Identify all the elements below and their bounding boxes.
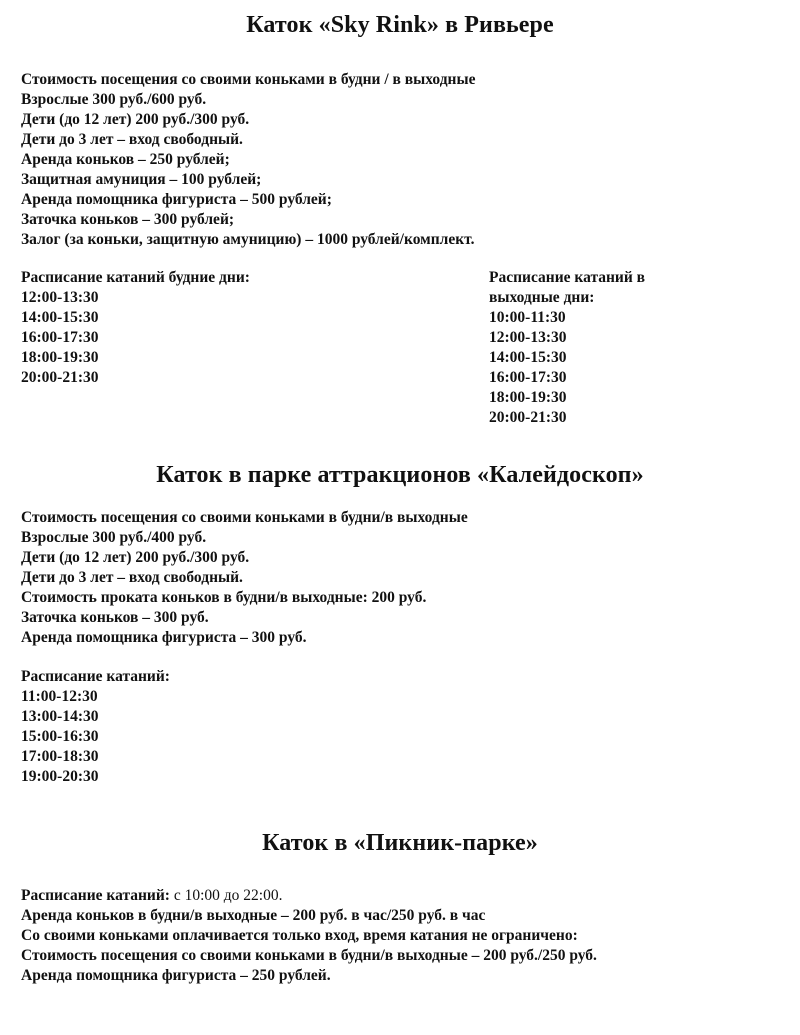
schedule-time: 13:00-14:30: [21, 708, 99, 725]
section1-prices: [21, 70, 475, 250]
price-line: Заточка коньков – 300 рублей;: [21, 211, 235, 228]
schedule-time: 11:00-12:30: [21, 688, 98, 705]
schedule-heading: выходные дни:: [489, 289, 595, 306]
price-line: Аренда коньков – 250 рублей;: [21, 151, 230, 168]
schedule-heading: Расписание катаний будние дни:: [21, 269, 250, 286]
price-line: Дети до 3 лет – вход свободный.: [21, 131, 243, 148]
section2-title: Каток в парке аттракционов «Калейдоскоп»: [156, 462, 644, 488]
price-line: Дети (до 12 лет) 200 руб./300 руб.: [21, 549, 250, 566]
price-line: Защитная амуниция – 100 рублей;: [21, 171, 262, 188]
section1-weekday-schedule: [21, 268, 250, 388]
schedule-time: 12:00-13:30: [21, 289, 99, 306]
price-line: Аренда помощника фигуриста – 500 рублей;: [21, 191, 332, 208]
schedule-time: 17:00-18:30: [21, 748, 99, 765]
section3-info: [21, 886, 597, 986]
schedule-time: 14:00-15:30: [21, 309, 99, 326]
price-line: Взрослые 300 руб./600 руб.: [21, 91, 207, 108]
section2-schedule: [21, 667, 170, 787]
schedule-heading: Расписание катаний:: [21, 668, 170, 685]
schedule-time: 18:00-19:30: [489, 389, 567, 406]
price-line: Дети до 3 лет – вход свободный.: [21, 569, 243, 586]
schedule-time: 20:00-21:30: [489, 409, 567, 426]
schedule-time: 14:00-15:30: [489, 349, 567, 366]
info-line: Аренда коньков в будни/в выходные – 200 руб. в час/250 руб. в час: [21, 907, 486, 924]
price-line: Дети (до 12 лет) 200 руб./300 руб.: [21, 111, 250, 128]
schedule-heading: Расписание катаний в: [489, 269, 646, 286]
section2-prices: [21, 508, 468, 648]
info-line: Аренда помощника фигуриста – 250 рублей.: [21, 967, 331, 984]
price-line: Заточка коньков – 300 руб.: [21, 609, 209, 626]
price-line: Взрослые 300 руб./400 руб.: [21, 529, 207, 546]
section1-title: Каток «Sky Rink» в Ривьере: [246, 12, 554, 38]
info-line: Стоимость посещения со своими коньками в будни/в выходные – 200 руб./250 руб.: [21, 947, 597, 964]
schedule-value: с 10:00 до 22:00.: [169, 887, 283, 904]
schedule-time: 20:00-21:30: [21, 369, 99, 386]
schedule-time: 12:00-13:30: [489, 329, 567, 346]
schedule-time: 18:00-19:30: [21, 349, 99, 366]
schedule-line: [21, 886, 597, 906]
price-line: Аренда помощника фигуриста – 300 руб.: [21, 629, 307, 646]
price-line: Стоимость посещения со своими коньками в будни / в выходные: [21, 71, 476, 88]
price-line: Залог (за коньки, защитную амуницию) – 1000 рублей/комплект.: [21, 231, 475, 248]
info-line: Со своими коньками оплачивается только вход, время катания не ограничено:: [21, 927, 578, 944]
section3-title: Каток в «Пикник-парке»: [262, 830, 538, 856]
price-line: Стоимость проката коньков в будни/в выходные: 200 руб.: [21, 589, 427, 606]
price-line: Стоимость посещения со своими коньками в будни/в выходные: [21, 509, 468, 526]
schedule-label: Расписание катаний:: [21, 887, 170, 904]
schedule-time: 16:00-17:30: [489, 369, 567, 386]
schedule-time: 10:00-11:30: [489, 309, 566, 326]
schedule-time: 15:00-16:30: [21, 728, 99, 745]
schedule-time: 19:00-20:30: [21, 768, 99, 785]
schedule-time: 16:00-17:30: [21, 329, 99, 346]
section1-weekend-schedule: [489, 268, 645, 428]
